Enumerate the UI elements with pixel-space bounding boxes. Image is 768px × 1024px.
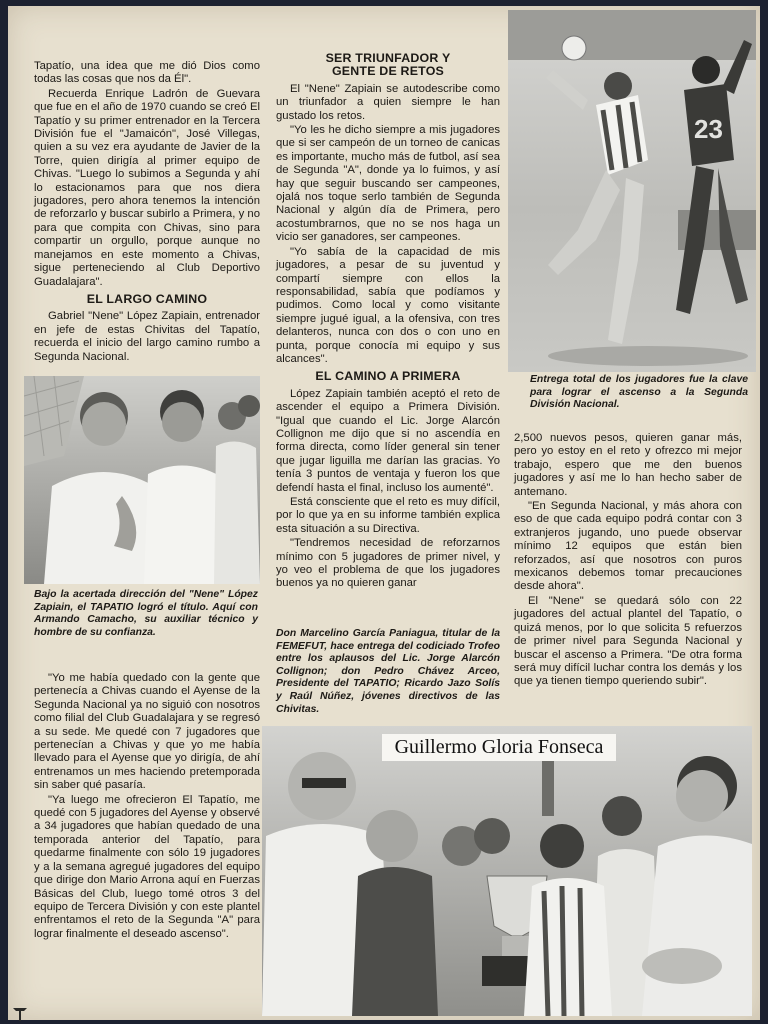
photo-credit: Guillermo Gloria Fonseca	[382, 734, 616, 761]
paragraph: "Tendremos necesidad de reforzarnos mínimo con 5 jugadores de primer nivel, y yo veo el problema de que los jugadores buenos ya no quieren ganar	[276, 537, 500, 590]
paragraph: El "Nene" Zapiain se autodescribe como un triunfador a quien siempre le han gustado los retos.	[276, 82, 500, 122]
paragraph: Está consciente que el reto es muy difícil, por lo que ya en su informe también explica esta situación a su Directiva.	[276, 496, 500, 535]
paragraph: "Yo sabía de la capacidad de mis jugadores, a pesar de su juventud y compartí siempre con ellos la responsabilidad, sabía que podíamos y pudimos. Como local y como visitante siempre jugué igual, a la ofensiva, con tres delanteros, nunca con dos o con uno en punta, porque conocía mi equipo y sus alcances".	[276, 245, 500, 365]
paragraph: Gabriel "Nene" López Zapiain, entrenador en jefe de estas Chivitas del Tapatío, recuerda el inicio del largo camino rumbo a Segunda Nacional.	[34, 310, 260, 363]
paragraph: "Ya luego me ofrecieron El Tapatío, me quedé con 5 jugadores del Ayense y observé a 34 jugadores que habían quedado de una temporada anterior del Tapatío, para quedarme finalmente con sólo 19 jugadores y a la semana agregué jugadores del equipo que dirige don Mario Arrona aquí en Fuerzas Básicas del Club, luego tomé otros 3 del equipo de Tercera División y con este plantel enfrentamos el reto de la Segunda "A" para lograr finalmente el deseado ascenso".	[34, 793, 260, 940]
right-column	[514, 432, 742, 690]
left-column-bottom	[34, 672, 260, 942]
section-heading-camino-primera: EL CAMINO A PRIMERA	[315, 369, 461, 384]
left-column-top	[34, 60, 260, 365]
magazine-page	[8, 6, 760, 1020]
team-logo-icon	[12, 1006, 28, 1022]
coaches-caption: Bajo la acertada dirección del "Nene" López Zapiain, el TAPATIO logró el título. Aquí con Armando Camacho, su auxiliar técnico y hombre de su confianza.	[34, 589, 258, 638]
paragraph: López Zapiain también aceptó el reto de ascender el equipo a Primera División. "Igual que cuando el Lic. Jorge Alarcón Collignon me dijo que si no ascendía en forma directa, como líder general sin tener que jugar liguilla me darían las gracias. Yo tenía 3 puntos de ventaja y fueron los que defendí hasta el final, incluso los aumenté".	[276, 387, 500, 494]
trophy-caption: Don Marcelino García Paniagua, titular de la FEMEFUT, hace entrega del codiciado Trofeo entre los aplausos del Lic. Jorge Alarcón Collignon; don Pedro Chávez Arceo, Presidente del TAPATIO; Ricardo Jazo Solís y Raúl Núñez, jóvenes directivos de las Chivitas.	[276, 628, 500, 715]
paragraph: Recuerda Enrique Ladrón de Guevara que fue en el año de 1970 cuando se creó El Tapatío y su primer entrenador en la Tercera División fue el "Jamaicón", José Villegas, quien a su vez era ayudante de Javier de la Torre, quien dirigía al primer equipo de Chivas. "Luego lo subimos a Segunda y ahí lo estacionamos para que nos diera jugadores, pero ahora tenemos la intención de reforzarlo y buscar subirlo a Primera, y no para que compita con Chivas, sino para compartir un orgullo, porque aunque no manejamos en este momento a Chivas, sigue perteneciendo al Club Deportivo Guadalajara".	[34, 87, 260, 288]
coaches-photo	[24, 376, 260, 584]
trophy-photo-image	[262, 726, 752, 1016]
match-photo-image	[508, 10, 756, 372]
paragraph: "Yo les he dicho siempre a mis jugadores que si ser campeón de un torneo de canicas es importante, mucho más de futbol, así sea de Segunda "A", donde ya lo fuimos, y así hay que seguir buscando ser campeones, ojalá nos toque serlo también de Segunda Nacional y algún día de Primera, pero acostumbrarnos, que no se nos haga un vicio ser ganadores, ser campeones.	[276, 124, 500, 244]
match-photo	[508, 10, 756, 372]
svg-text:23: 23	[694, 114, 723, 144]
paragraph: 2,500 nuevos pesos, quieren ganar más, pero yo estoy en el reto y ofrezco mi mejor trabajo, espero que me den buenos jugadores y así me lo han hecho saber de antemano.	[514, 432, 742, 498]
paragraph: Tapatío, una idea que me dió Dios como todas las cosas que nos da Él".	[34, 60, 260, 86]
paragraph: "Yo me había quedado con la gente que pertenecía a Chivas cuando el Ayense de la Segunda Nacional ya no siguió con nosotros como filial del Club Guadalajara y se regresó a su sede. Me quedé con 7 jugadores que pertenecían a Chivas y que yo me había llevado para el Ayense que yo dirigía, de ahí entrenamos un mes haciendo pretemporada sin saber qué pasaría.	[34, 672, 260, 792]
match-caption: Entrega total de los jugadores fue la clave para lograr el ascenso a la Segunda División Nacional.	[530, 374, 748, 411]
coaches-photo-image	[24, 376, 260, 584]
paragraph: El "Nene" se quedará sólo con 22 jugadores del actual plantel del Tapatío, o quizá menos, por lo que solicita 5 refuerzos de primer nivel para Segunda Nacional y buscar el ascenso a Primera. "De otra forma será muy difícil luchar contra los demás y los que ya tienen tiempo queriendo subir".	[514, 594, 742, 688]
middle-column	[276, 48, 500, 592]
paragraph: "En Segunda Nacional, y más ahora con eso de que cada equipo podrá contar con 3 extranjeros jugando, uno puede observar mínimo 12 equipos que están bien reforzados, así que nosotros con puros mexicanos debemos tomar precauciones desde ahora".	[514, 500, 742, 593]
section-heading-triunfador: SER TRIUNFADOR Y GENTE DE RETOS	[325, 51, 451, 79]
section-heading-largo-camino: EL LARGO CAMINO	[86, 291, 208, 306]
trophy-photo	[262, 726, 752, 1016]
